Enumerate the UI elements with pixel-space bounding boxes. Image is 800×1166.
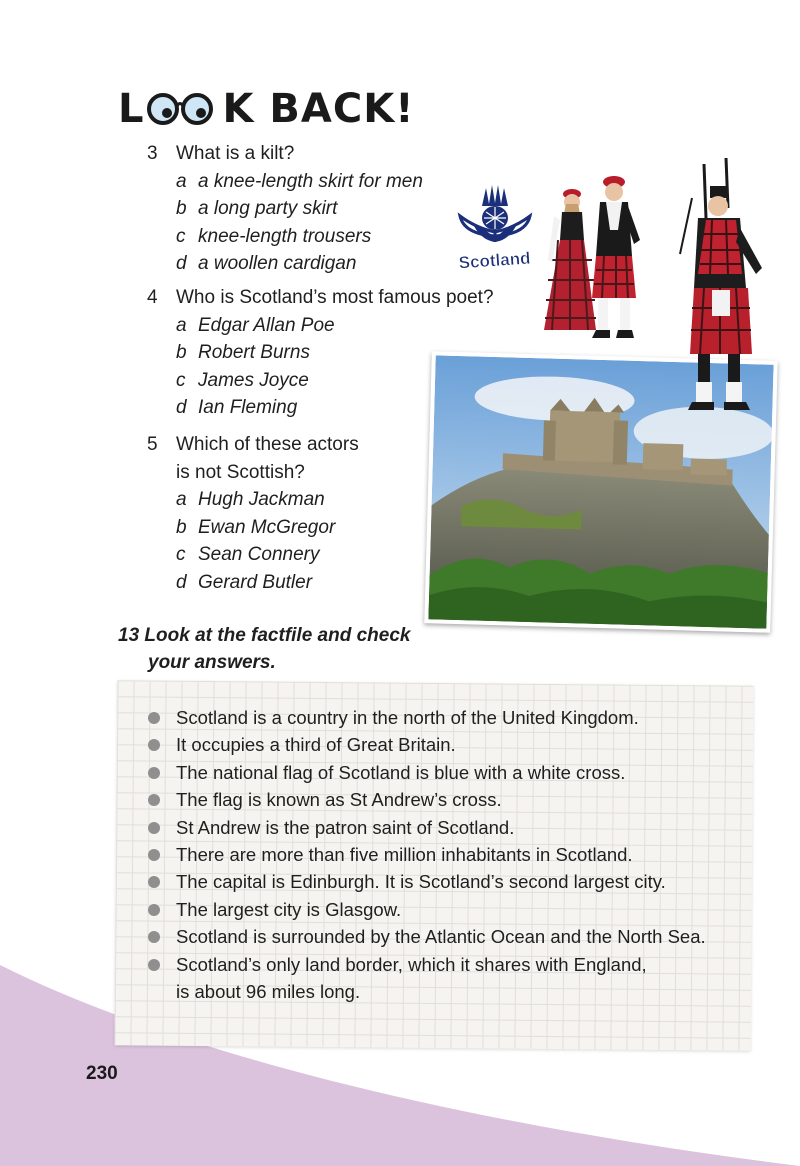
option-d: d a woollen cardigan — [176, 253, 357, 274]
question-3 — [147, 140, 423, 278]
couple-in-tartan-photo — [540, 170, 660, 355]
option-a: a Edgar Allan Poe — [176, 314, 335, 336]
bullet-icon — [148, 767, 160, 779]
option-d: d Ian Fleming — [176, 397, 298, 418]
fact-item: The flag is known as St Andrew’s cross. — [148, 786, 748, 813]
bullet-icon — [148, 849, 160, 861]
option-a: a a knee-length skirt for men — [176, 170, 423, 192]
fact-item: St Andrew is the patron saint of Scotland. — [148, 814, 748, 841]
question-text: What is a kilt? — [176, 143, 295, 164]
exercise-text-cont: your answers. — [148, 652, 276, 673]
option-b: b a long party skirt — [176, 198, 338, 219]
bullet-icon — [148, 959, 160, 971]
bullet-icon — [148, 739, 160, 751]
look-back-heading: L K BACK! — [118, 86, 415, 132]
option-d: d Gerard Butler — [176, 571, 313, 593]
option-c: c Sean Connery — [176, 544, 320, 565]
logo-text: Scotland — [458, 248, 532, 273]
option-c: c James Joyce — [176, 369, 309, 391]
option-c: c knee-length trousers — [176, 225, 372, 247]
fact-item: The national flag of Scotland is blue with a white cross. — [148, 759, 748, 786]
question-text-cont: is not Scottish? — [176, 461, 305, 483]
fact-item: Scotland is surrounded by the Atlantic Ocean and the North Sea. — [148, 923, 748, 950]
question-number: 3 — [147, 143, 158, 164]
fact-item: Scotland’s only land border, which it shares with England, is about 96 miles long. — [148, 951, 748, 1006]
bagpiper-photo — [676, 158, 772, 414]
fact-item: The capital is Edinburgh. It is Scotland’s second largest city. — [148, 868, 748, 895]
option-a: a Hugh Jackman — [176, 489, 325, 510]
glasses-icon — [145, 86, 223, 128]
question-5 — [147, 431, 359, 596]
option-b: b Ewan McGregor — [176, 516, 336, 538]
bullet-icon — [148, 822, 160, 834]
exercise-number: 13 — [118, 625, 140, 646]
bullet-icon — [148, 794, 160, 806]
option-b: b Robert Burns — [176, 342, 310, 363]
bullet-icon — [148, 876, 160, 888]
question-text: Who is Scotland’s most famous poet? — [176, 287, 494, 308]
exercise-13-instructions — [118, 622, 411, 676]
fact-item: Scotland is a country in the north of the United Kingdom. — [148, 704, 748, 731]
question-number: 5 — [147, 434, 158, 455]
fact-item: It occupies a third of Great Britain. — [148, 731, 748, 758]
question-number: 4 — [147, 287, 158, 308]
page-number: 230 — [86, 1063, 118, 1084]
fact-item: There are more than five million inhabitants in Scotland. — [148, 841, 748, 868]
exercise-text: Look at the factfile and check — [144, 625, 411, 646]
bullet-icon — [148, 931, 160, 943]
scotland-thistle-logo — [450, 180, 540, 275]
bullet-icon — [148, 712, 160, 724]
factfile-list — [148, 704, 748, 1005]
bullet-icon — [148, 904, 160, 916]
question-text: Which of these actors — [176, 434, 359, 455]
fact-item: The largest city is Glasgow. — [148, 896, 748, 923]
